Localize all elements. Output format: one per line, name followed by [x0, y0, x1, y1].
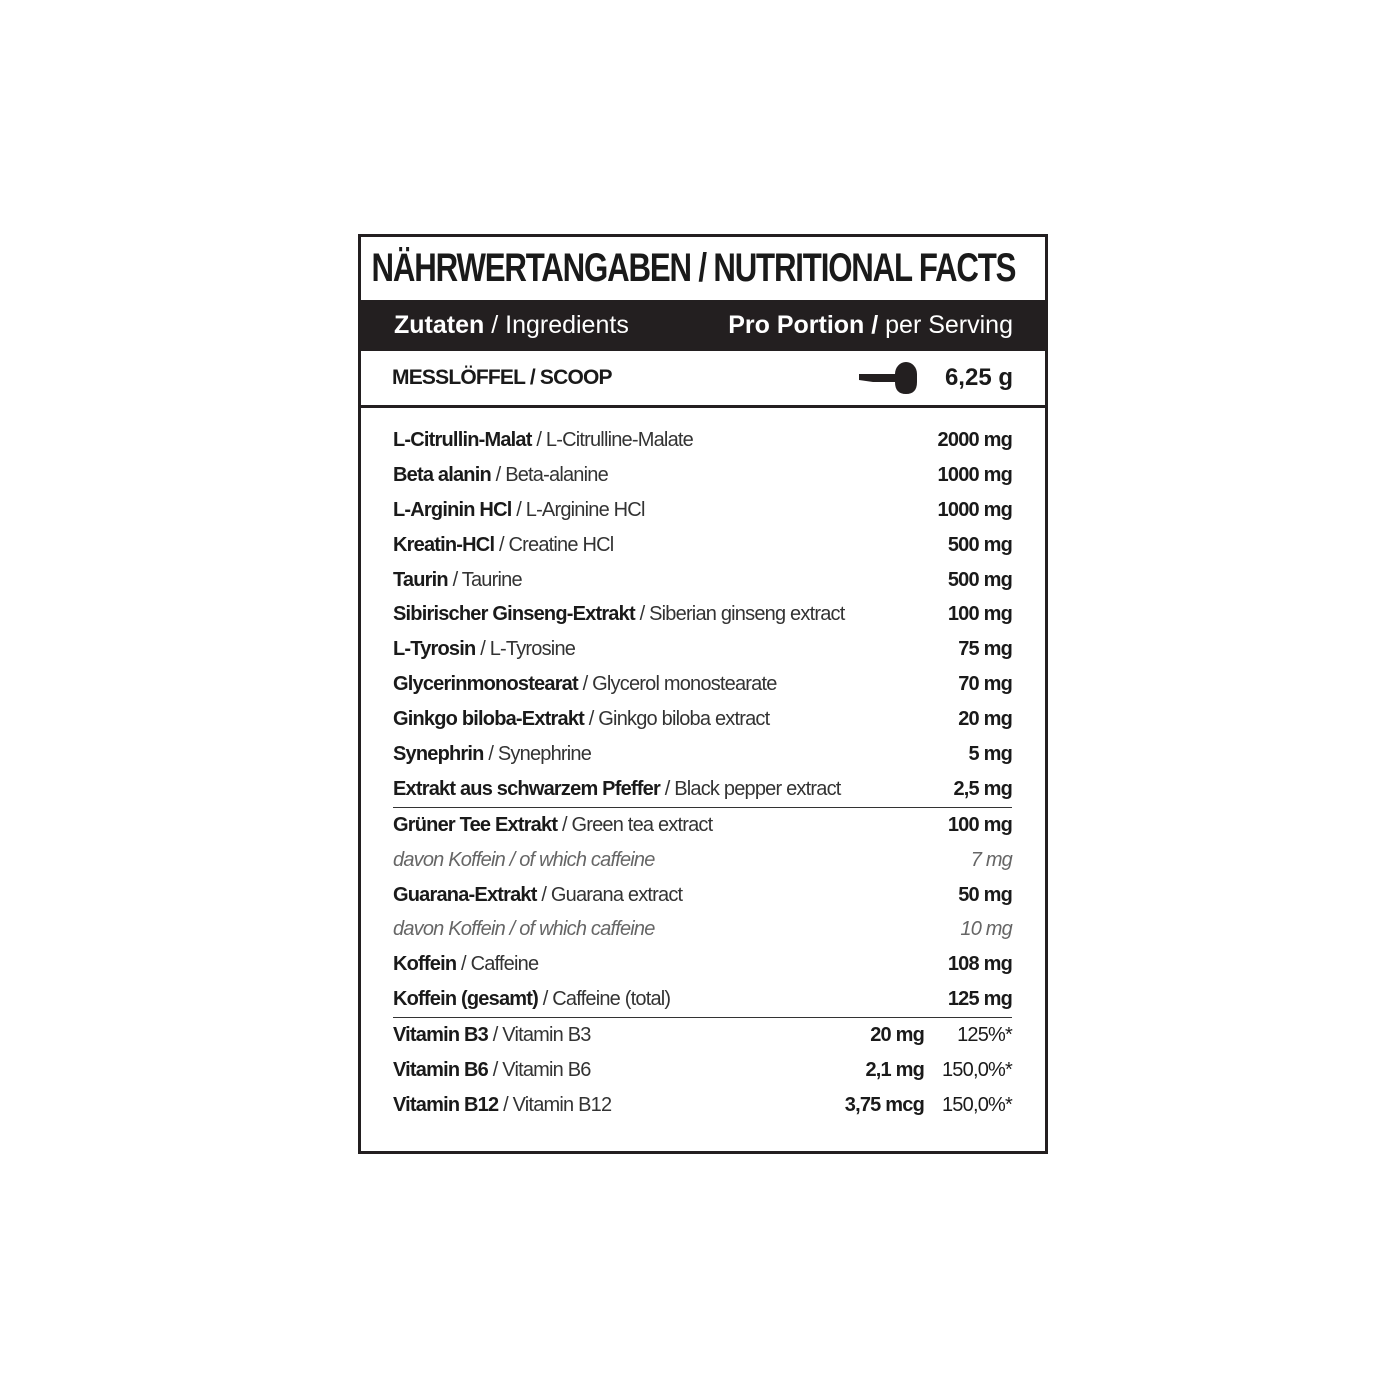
header-de: Pro Portion /	[728, 311, 879, 339]
table-row	[393, 772, 1012, 808]
serving-header	[728, 311, 1013, 340]
ingredient-value: 1000 mg	[937, 498, 1012, 521]
ingredient-value: 75 mg	[958, 638, 1012, 661]
ingredient-name-de: Grüner Tee Extrakt	[393, 813, 558, 836]
ingredient-value: 500 mg	[947, 533, 1012, 556]
separator-slash: /	[488, 1024, 503, 1047]
vitamin-name	[393, 1059, 814, 1082]
ingredient-name	[393, 743, 969, 766]
table-row	[393, 808, 1012, 843]
separator-slash: /	[584, 708, 599, 731]
ingredient-value: 2,5 mg	[953, 777, 1012, 800]
vitamin-name-en: Vitamin B12	[512, 1093, 612, 1116]
ingredient-value: 50 mg	[958, 883, 1012, 906]
ingredient-name-de: Glycerinmonostearat	[393, 673, 578, 696]
table-row	[393, 563, 1012, 598]
ingredient-name-de: Koffein (gesamt)	[393, 988, 538, 1011]
table-row	[393, 667, 1012, 702]
ingredient-list	[393, 423, 1012, 1123]
ingredient-name-en: Caffeine	[470, 953, 539, 976]
table-row	[393, 843, 1012, 878]
separator-slash: /	[634, 603, 650, 626]
table-row	[393, 597, 1012, 632]
ingredient-name-en: Creatine HCl	[508, 533, 614, 556]
separator-slash: /	[577, 673, 593, 696]
vitamin-percent: 150,0%*	[941, 1093, 1012, 1116]
ingredient-value: 7 mg	[970, 848, 1012, 871]
ingredient-name	[393, 569, 948, 592]
ingredient-name-de: Koffein	[393, 953, 457, 976]
separator-slash: /	[498, 1093, 513, 1116]
ingredient-value: 125 mg	[947, 988, 1012, 1011]
vitamin-percent: 150,0%*	[941, 1058, 1012, 1081]
ingredient-value: 20 mg	[958, 708, 1012, 731]
ingredient-name-en: Siberian ginseng extract	[649, 603, 845, 626]
scoop-row	[361, 351, 1045, 408]
ingredient-name-en: Green tea extract	[571, 813, 713, 836]
ingredient-name-de: davon Koffein	[393, 848, 505, 871]
ingredient-name	[393, 638, 958, 661]
vitamin-name-de: Vitamin B12	[393, 1093, 499, 1116]
ingredient-value: 2000 mg	[937, 428, 1012, 451]
table-row	[393, 702, 1012, 737]
ingredient-name-de: L-Arginin HCl	[393, 498, 512, 521]
vitamin-amount: 20 mg	[870, 1024, 924, 1047]
vitamin-name-en: Vitamin B6	[502, 1058, 591, 1081]
ingredient-value: 100 mg	[947, 603, 1012, 626]
separator-slash: /	[483, 742, 498, 765]
ingredient-value: 5 mg	[968, 742, 1012, 765]
ingredient-name-en: of which caffeine	[519, 848, 655, 871]
ingredient-name-de: Beta alanin	[393, 463, 491, 486]
ingredient-name-de: davon Koffein	[393, 918, 505, 941]
ingredient-name-en: Ginkgo biloba extract	[598, 708, 770, 731]
ingredient-name-de: Taurin	[393, 568, 448, 591]
ingredient-name	[393, 953, 948, 976]
separator-slash: /	[456, 953, 471, 976]
vitamin-name-de: Vitamin B3	[393, 1024, 488, 1047]
separator-slash: /	[490, 463, 506, 486]
ingredient-value: 108 mg	[947, 953, 1012, 976]
ingredient-name-en: Beta-alanine	[505, 463, 608, 486]
vitamin-name-en: Vitamin B3	[502, 1024, 591, 1047]
title-text: NÄHRWERTANGABEN / NUTRITIONAL FACTS	[371, 246, 1015, 290]
ingredient-name	[393, 603, 948, 626]
separator-slash: /	[536, 883, 551, 906]
separator-slash: /	[494, 533, 509, 556]
ingredient-name-en: of which caffeine	[519, 918, 655, 941]
page-title	[361, 237, 1045, 300]
vitamin-name	[393, 1094, 814, 1117]
vitamin-amount: 3,75 mcg	[844, 1093, 924, 1116]
table-row	[393, 912, 1012, 947]
scoop-label: MESSLÖFFEL / SCOOP	[392, 366, 612, 389]
ingredient-name-en: Glycerol monostearate	[592, 673, 777, 696]
separator-slash: /	[488, 1058, 503, 1081]
separator-slash: /	[557, 813, 572, 836]
table-row	[393, 423, 1012, 458]
ingredient-name	[393, 884, 958, 907]
ingredient-name-en: L-Tyrosine	[489, 638, 576, 661]
separator-slash: /	[511, 498, 526, 521]
ingredient-name	[393, 464, 938, 487]
ingredient-name-en: Taurine	[461, 568, 522, 591]
ingredient-name-en: Caffeine (total)	[552, 988, 671, 1011]
separator-slash: /	[537, 988, 553, 1011]
ingredient-name	[393, 988, 948, 1011]
ingredient-name	[393, 499, 938, 522]
ingredient-name-de: Kreatin-HCl	[393, 533, 495, 556]
vitamin-amount: 2,1 mg	[865, 1058, 924, 1081]
separator-slash: /	[659, 777, 675, 800]
ingredient-name	[393, 429, 938, 452]
ingredient-name-de: Synephrin	[393, 742, 484, 765]
ingredient-value: 70 mg	[958, 673, 1012, 696]
table-row	[393, 493, 1012, 528]
ingredient-name-de: L-Tyrosin	[393, 638, 476, 661]
table-row	[393, 878, 1012, 913]
ingredient-name-en: Guarana extract	[550, 883, 683, 906]
table-row	[393, 947, 1012, 982]
ingredient-name	[393, 534, 948, 557]
ingredient-name	[393, 708, 958, 731]
vitamin-percent: 125%*	[957, 1024, 1012, 1047]
separator-slash: /	[475, 638, 490, 661]
ingredient-name-en: L-Arginine HCl	[525, 498, 645, 521]
table-row	[393, 1018, 1012, 1053]
table-row	[393, 982, 1012, 1018]
table-header	[361, 300, 1045, 351]
ingredient-value: 10 mg	[960, 918, 1012, 941]
table-row	[393, 528, 1012, 563]
ingredient-name-en: L-Citrulline-Malate	[545, 428, 693, 451]
ingredient-name	[393, 778, 953, 801]
table-row	[393, 458, 1012, 493]
ingredient-value: 500 mg	[947, 568, 1012, 591]
ingredient-name	[393, 814, 948, 837]
ingredient-name	[393, 849, 971, 872]
ingredient-value: 100 mg	[947, 813, 1012, 836]
separator-slash: /	[447, 568, 462, 591]
ingredient-name-de: Extrakt aus schwarzem Pfeffer	[393, 777, 660, 800]
table-row	[393, 737, 1012, 772]
ingredient-name-de: Guarana-Extrakt	[393, 883, 537, 906]
table-row	[393, 1053, 1012, 1088]
header-en: per Serving	[878, 311, 1013, 339]
ingredient-name	[393, 918, 960, 941]
vitamin-name	[393, 1024, 814, 1047]
ingredient-name-en: Synephrine	[497, 742, 592, 765]
ingredients-header	[394, 311, 629, 340]
ingredient-name-de: Ginkgo biloba-Extrakt	[393, 708, 585, 731]
header-en: / Ingredients	[484, 311, 629, 339]
scoop-icon	[859, 360, 917, 396]
ingredient-value: 1000 mg	[937, 463, 1012, 486]
ingredient-name	[393, 673, 958, 696]
scoop-amount: 6,25 g	[944, 364, 1013, 391]
separator-slash: /	[504, 848, 520, 871]
vitamin-name-de: Vitamin B6	[393, 1058, 488, 1081]
header-de: Zutaten	[394, 311, 485, 339]
ingredient-name-en: Black pepper extract	[674, 777, 841, 800]
ingredient-name-de: Sibirischer Ginseng-Extrakt	[393, 603, 635, 626]
table-row	[393, 1088, 1012, 1123]
table-row	[393, 632, 1012, 667]
ingredient-name-de: L-Citrullin-Malat	[393, 428, 532, 451]
separator-slash: /	[504, 918, 520, 941]
separator-slash: /	[531, 428, 546, 451]
nutrition-facts-panel	[358, 234, 1048, 1154]
